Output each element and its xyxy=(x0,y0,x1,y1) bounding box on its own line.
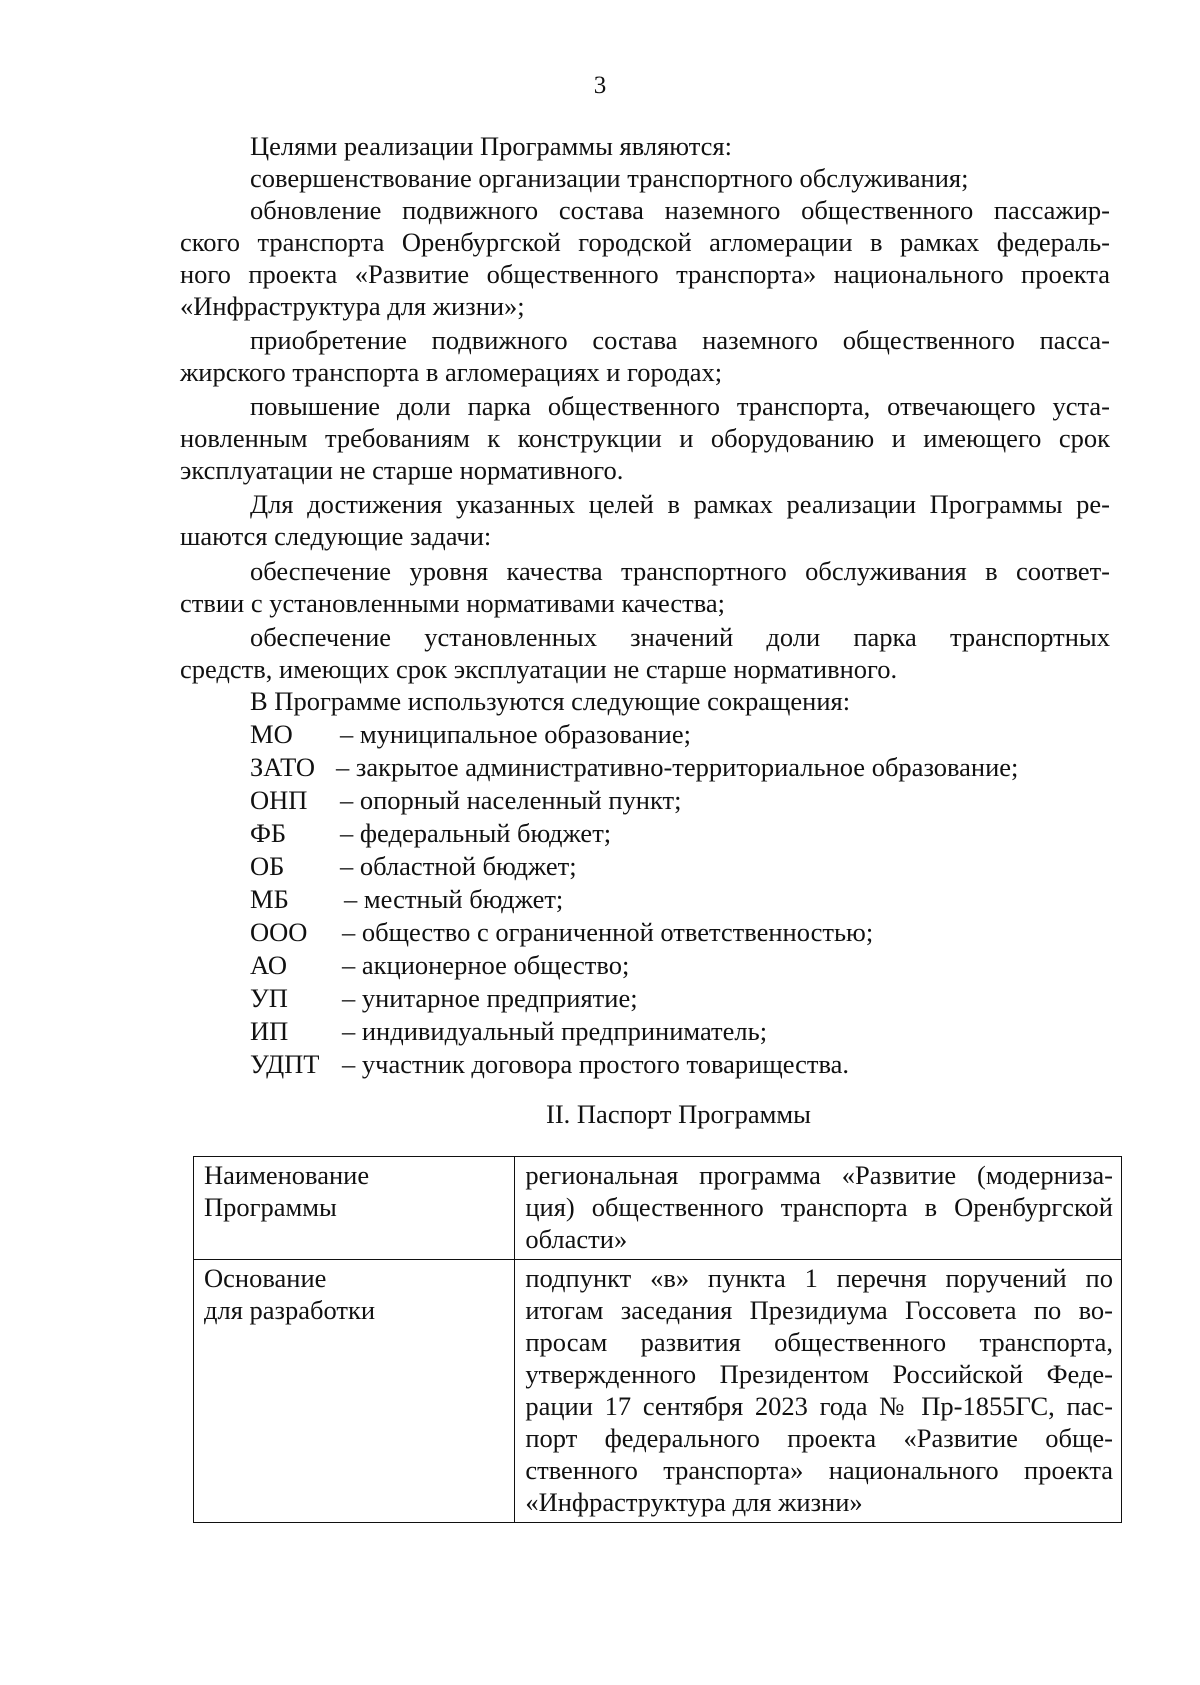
abbreviation-code: ОНП xyxy=(250,785,308,815)
abbreviation-code: ИП xyxy=(250,1016,289,1046)
abbreviation-row xyxy=(250,982,638,1014)
abbreviation-row xyxy=(250,1015,767,1047)
abbreviation-meaning: – местный бюджет; xyxy=(344,884,564,914)
table-row xyxy=(194,1260,1122,1523)
table-cell-value xyxy=(515,1157,1122,1260)
cell-text-line: области» xyxy=(525,1224,628,1254)
task-item-2-line: обеспечение установленных значений доли парка транспортных xyxy=(250,622,1110,652)
cell-text-line: подпункт «в» пункта 1 перечня поручений по xyxy=(525,1263,1113,1293)
cell-text-line: «Инфраструктура для жизни» xyxy=(525,1487,863,1517)
cell-text-line: Основание xyxy=(204,1263,327,1293)
abbreviation-code: ФБ xyxy=(250,818,287,848)
abbreviation-row xyxy=(250,718,691,750)
task-item-1-line: ствии с установленными нормативами качества; xyxy=(180,588,725,618)
passport-table xyxy=(193,1156,1122,1523)
abbreviation-code: МО xyxy=(250,719,293,749)
table-cell-label xyxy=(194,1260,515,1523)
cell-text-line: Программы xyxy=(204,1192,337,1222)
goal-item-1: совершенствование организации транспортного обслуживания; xyxy=(250,163,969,193)
cell-text-line: итогам заседания Президиума Госсовета по во- xyxy=(525,1295,1113,1325)
abbreviation-row xyxy=(250,751,1018,783)
cell-text-line: ственного транспорта» национального проекта xyxy=(525,1455,1113,1485)
cell-text-line: региональная программа «Развитие (модерниза- xyxy=(525,1160,1113,1190)
abbreviation-meaning: – общество с ограниченной ответственностью; xyxy=(342,917,874,947)
goal-item-3-line: приобретение подвижного состава наземного общественного пасса- xyxy=(250,325,1110,355)
abbreviation-row xyxy=(250,949,629,981)
abbreviation-meaning: – унитарное предприятие; xyxy=(342,983,638,1013)
goal-item-3-line: жирского транспорта в агломерациях и городах; xyxy=(180,357,723,387)
abbreviations-intro: В Программе используются следующие сокращения: xyxy=(250,686,851,716)
task-item-2-line: средств, имеющих срок эксплуатации не старше нормативного. xyxy=(180,654,898,684)
cell-text-line: ция) общественного транспорта в Оренбургской xyxy=(525,1192,1113,1222)
abbreviation-code: АО xyxy=(250,950,287,980)
abbreviation-meaning: – индивидуальный предприниматель; xyxy=(342,1016,768,1046)
goal-item-2-line: ного проекта «Развитие общественного транспорта» национального проекта xyxy=(180,259,1110,289)
tasks-intro-line: Для достижения указанных целей в рамках реализации Программы ре- xyxy=(250,489,1110,519)
cell-text-line: просам развития общественного транспорта, xyxy=(525,1327,1113,1357)
table-cell-label xyxy=(194,1157,515,1260)
cell-text-line: рации 17 сентября 2023 года № Пр-1855ГС, пас- xyxy=(525,1391,1113,1421)
cell-text-line: для разработки xyxy=(204,1295,376,1325)
abbreviation-meaning: – участник договора простого товарищества. xyxy=(342,1049,850,1079)
cell-text-line: порт федерального проекта «Развитие обще- xyxy=(525,1423,1113,1453)
goal-item-4-line: эксплуатации не старше нормативного. xyxy=(180,455,624,485)
cell-text-line: утвержденного Президентом Российской Феде- xyxy=(525,1359,1113,1389)
task-item-1-line: обеспечение уровня качества транспортного обслуживания в соответ- xyxy=(250,556,1110,586)
tasks-intro-line: шаются следующие задачи: xyxy=(180,521,492,551)
cell-text-line: Наименование xyxy=(204,1160,370,1190)
abbreviation-code: МБ xyxy=(250,884,289,914)
goals-intro: Целями реализации Программы являются: xyxy=(250,131,732,161)
goal-item-2-line: ского транспорта Оренбургской городской агломерации в рамках федераль- xyxy=(180,227,1110,257)
abbreviation-row xyxy=(250,784,681,816)
abbreviation-row xyxy=(250,817,611,849)
abbreviation-meaning: – опорный населенный пункт; xyxy=(340,785,682,815)
abbreviation-code: ОБ xyxy=(250,851,285,881)
abbreviation-code: УП xyxy=(250,983,288,1013)
goal-item-4-line: новленным требованиям к конструкции и оборудованию и имеющего срок xyxy=(180,423,1110,453)
abbreviation-meaning: – муниципальное образование; xyxy=(340,719,691,749)
abbreviation-meaning: – областной бюджет; xyxy=(340,851,577,881)
page-number: 3 xyxy=(593,72,607,99)
goal-item-2-line: обновление подвижного состава наземного общественного пассажир- xyxy=(250,195,1110,225)
abbreviation-row xyxy=(250,1048,849,1080)
table-cell-value xyxy=(515,1260,1122,1523)
table-row xyxy=(194,1157,1122,1260)
section-title: II. Паспорт Программы xyxy=(546,1099,811,1129)
abbreviation-row xyxy=(250,850,577,882)
abbreviation-meaning: – закрытое административно-территориальное образование; xyxy=(336,752,1019,782)
abbreviation-code: ООО xyxy=(250,917,308,947)
abbreviation-row xyxy=(250,916,873,948)
goal-item-2-line: «Инфраструктура для жизни»; xyxy=(180,291,525,321)
goal-item-4-line: повышение доли парка общественного транспорта, отвечающего уста- xyxy=(250,391,1110,421)
abbreviation-meaning: – акционерное общество; xyxy=(342,950,630,980)
abbreviation-row xyxy=(250,883,563,915)
abbreviation-code: ЗАТО xyxy=(250,752,316,782)
abbreviation-meaning: – федеральный бюджет; xyxy=(340,818,612,848)
abbreviation-code: УДПТ xyxy=(250,1049,320,1079)
